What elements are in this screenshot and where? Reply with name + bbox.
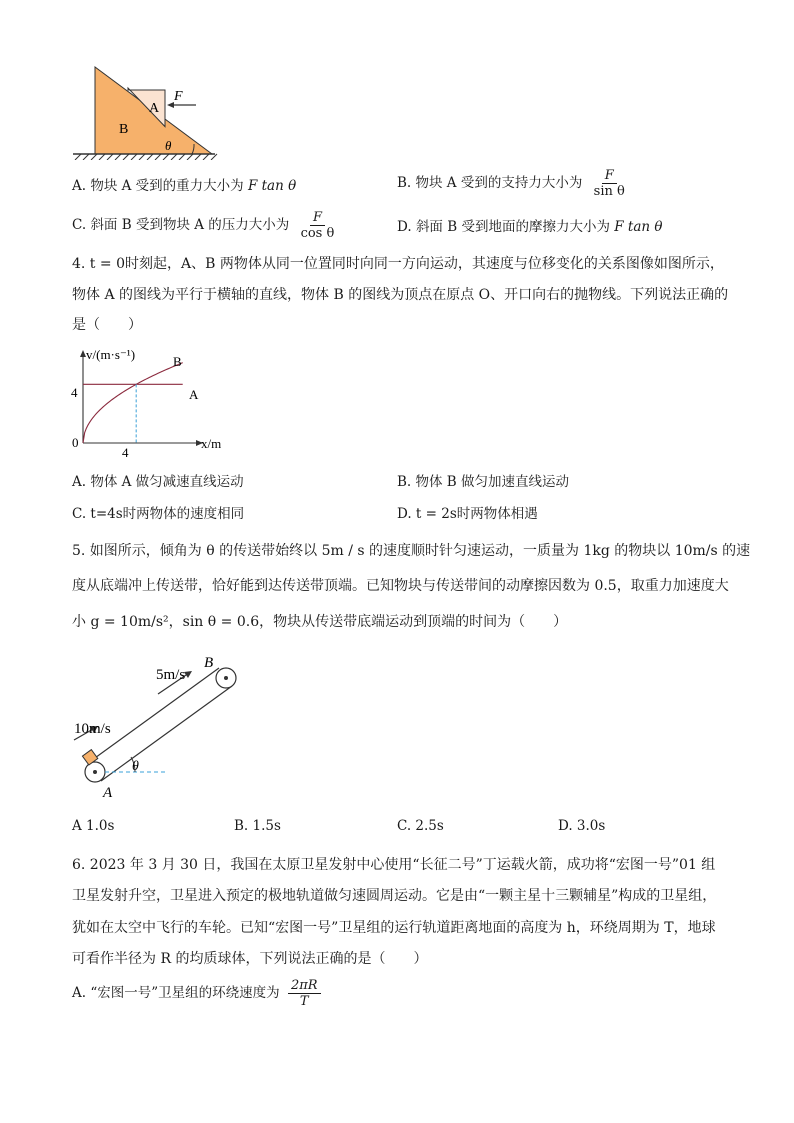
q5-stem-line2: 度从底端冲上传送带，恰好能到达传送带顶端。已知物块与传送带间的动摩擦因数为 0.5，取重力加速度大	[72, 578, 729, 594]
label-theta: θ	[165, 138, 172, 153]
fraction: $\frac{2\pi R}{T}$	[288, 978, 321, 1009]
q5-stem-line1: 5. 如图所示，倾角为 θ 的传送带始终以 5m / s 的速度顺时针匀速运动，一质量为 1kg 的物块以 10m/s 的速	[72, 543, 751, 559]
origin-label: 0	[72, 435, 79, 450]
q5-option-c[interactable]: C. 2.5s	[397, 818, 444, 834]
q6-stem-line3: 犹如在太空中飞行的车轮。已知“宏图一号”卫星组的运行轨道距离地面的高度为 h，环绕周期为 T，地球	[72, 920, 716, 936]
q6-stem-line1: 6. 2023 年 3 月 30 日，我国在太原卫星发射中心使用“长征二号”丁运载火箭，成功将“宏图一号”01 组	[72, 857, 716, 873]
q4-option-c[interactable]: C. t=4s时两物体的速度相同	[72, 506, 245, 522]
incline-figure	[70, 62, 220, 160]
fraction: $\frac{F}{\text{cos θ}}$	[300, 210, 335, 241]
block-speed-label: 10m/s	[74, 721, 111, 737]
q3-option-d[interactable]: D. 斜面 B 受到地面的摩擦力大小为 F tan θ	[397, 219, 663, 235]
q4-stem-line3: 是（ ）	[72, 317, 142, 333]
q6-stem-line4: 可看作半径为 R 的均质球体，下列说法正确的是（ ）	[72, 951, 428, 967]
q4-option-a[interactable]: A. 物体 A 做匀减速直线运动	[72, 474, 244, 490]
q6-option-a[interactable]: A. “宏图一号”卫星组的环绕速度为 $\frac{2\pi R}{T}$	[72, 978, 321, 1009]
belt-bottom-edge	[101, 686, 232, 781]
fraction: $\frac{F}{\text{sin θ}}$	[593, 168, 625, 199]
velocity-displacement-chart	[70, 345, 240, 460]
q3-option-c[interactable]: C. 斜面 B 受到物块 A 的压力大小为 $\frac{F}{\text{cos θ}}$	[72, 210, 337, 241]
force-arrowhead	[167, 102, 174, 108]
belt-top-edge	[88, 668, 219, 763]
q4-stem-line1: 4. t = 0时刻起，A、B 两物体从同一位置同时向同一方向运动，其速度与位移变化的关系图像如图所示，	[72, 256, 724, 272]
label-f: F	[174, 89, 183, 104]
label-a: A	[103, 785, 113, 800]
label-b: B	[119, 122, 129, 137]
label-theta: θ	[132, 759, 139, 774]
q5-stem-line3: 小 g = 10m/s²，sin θ = 0.6，物块从传送带底端运动到顶端的时间为（ ）	[72, 614, 568, 630]
q3-option-b[interactable]: B. 物块 A 受到的支持力大小为 $\frac{F}{\text{sin θ}}$	[397, 168, 628, 199]
q5-option-b[interactable]: B. 1.5s	[234, 818, 281, 834]
q5-option-d[interactable]: D. 3.0s	[558, 818, 606, 834]
y-tick-label: 4	[71, 385, 78, 400]
series-a-label: A	[189, 387, 199, 402]
ground-hatching	[75, 154, 217, 160]
label-b: B	[204, 655, 214, 671]
q3-option-a[interactable]: A. 物块 A 受到的重力大小为 F tan θ	[72, 178, 297, 194]
q4-option-d[interactable]: D. t = 2s时两物体相遇	[397, 506, 538, 522]
series-b-label: B	[173, 354, 182, 369]
y-axis-label: v/(m·s⁻¹)	[86, 347, 136, 362]
q4-stem-line2: 物体 A 的图线为平行于横轴的直线，物体 B 的图线为顶点在原点 O、开口向右的抛物线。下列说法正确的	[72, 287, 729, 303]
label-a: A	[149, 101, 160, 116]
q6-stem-line2: 卫星发射升空，卫星进入预定的极地轨道做匀速圆周运动。它是由“一颗主星十三颗辅星”构成的卫星组，	[72, 888, 717, 904]
x-axis-label: x/m	[201, 436, 222, 451]
conveyor-figure	[70, 648, 270, 800]
q5-option-a[interactable]: A 1.0s	[72, 818, 115, 834]
x-tick-label: 4	[122, 445, 129, 460]
q4-option-b[interactable]: B. 物体 B 做匀加速直线运动	[397, 474, 570, 490]
belt-speed-label: 5m/s	[156, 667, 186, 683]
series-b-line	[83, 363, 183, 443]
